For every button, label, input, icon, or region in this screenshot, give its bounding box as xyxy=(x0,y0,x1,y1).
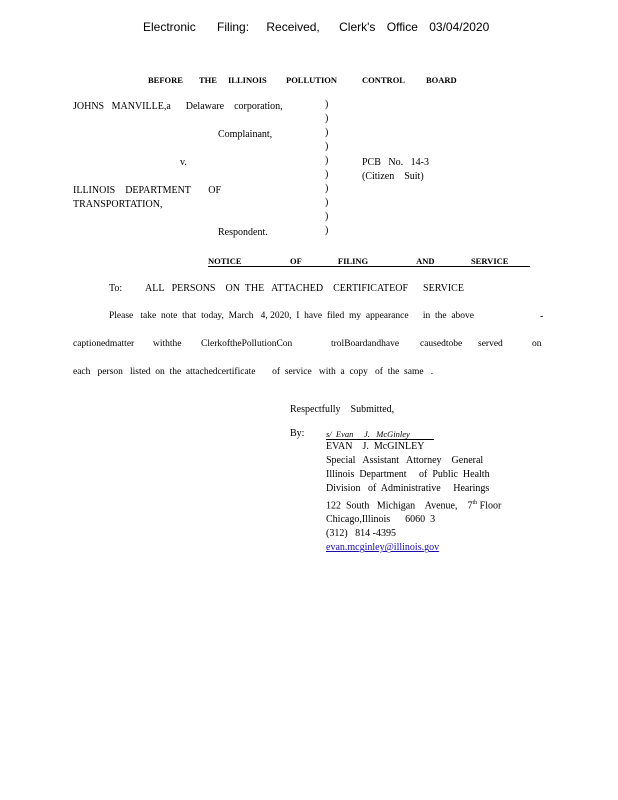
address-street: 122 South Michigan Avenue, 7 xyxy=(326,500,473,512)
versus: v. xyxy=(180,157,187,168)
body-line-2a: captionedmatter xyxy=(73,339,135,349)
complainant-name: JOHNS MANVILLE,a Delaware corporation, xyxy=(73,101,283,112)
heading-the: THE xyxy=(199,75,217,85)
signer-name: EVAN J. McGINLEY xyxy=(326,441,425,452)
banner-filing: Filing: xyxy=(217,20,250,34)
paren: ) xyxy=(325,141,329,152)
heading-board: BOARD xyxy=(426,75,457,85)
heading-illinois: ILLINOIS xyxy=(228,75,267,85)
banner-date: 03/04/2020 xyxy=(429,20,490,34)
paren: ) xyxy=(325,197,329,208)
banner-office: Office xyxy=(386,20,418,34)
signer-phone: (312) 814 -4395 xyxy=(326,528,396,540)
e-signature: s/ Evan J. McGinley xyxy=(326,429,434,440)
signature-block xyxy=(326,440,501,555)
respondent-name-line1: ILLINOIS DEPARTMENT OF xyxy=(73,185,222,196)
paren: ) xyxy=(325,211,329,222)
closing: Respectfully Submitted, xyxy=(290,404,395,415)
body-line-3: each person listed on the attachedcertificate of service with a copy of the same . xyxy=(73,367,434,377)
heading-control: CONTROL xyxy=(362,75,405,85)
paren: ) xyxy=(325,127,329,138)
respondent-name-line2: TRANSPORTATION, xyxy=(73,199,163,210)
banner-received: Received, xyxy=(266,20,320,34)
signer-email-link[interactable]: evan.mcginley@illinois.gov xyxy=(326,542,440,554)
body-line-2c: ClerkofthePollutionCon xyxy=(201,339,293,349)
address-floor: Floor xyxy=(477,500,502,512)
body-line-2e: causedtobe xyxy=(420,339,463,349)
paren: ) xyxy=(325,169,329,180)
body-line-2b: withthe xyxy=(153,339,182,349)
body-line-2f: served xyxy=(478,339,503,349)
case-number: PCB No. 14-3 xyxy=(362,157,429,168)
signer-division: Division of Administrative Hearings xyxy=(326,483,490,494)
body-line-2g: on xyxy=(532,339,542,349)
heading-pollution: POLLUTION xyxy=(286,75,338,85)
signer-title: Special Assistant Attorney General xyxy=(326,455,484,466)
banner-clerks: Clerk's xyxy=(339,20,376,34)
respondent-role: Respondent. xyxy=(218,227,268,238)
electronic-filing-banner xyxy=(143,20,489,34)
case-type: (Citizen Suit) xyxy=(362,171,424,182)
by-label: By: xyxy=(290,428,305,439)
paren: ) xyxy=(325,99,329,110)
signer-address xyxy=(326,496,501,513)
to-label: To: xyxy=(109,283,123,294)
complainant-role: Complainant, xyxy=(218,129,273,140)
body-line-2d: trolBoardandhave xyxy=(331,339,400,349)
address-suffix: th xyxy=(472,500,478,506)
paren: ) xyxy=(325,155,329,166)
body-line-1: Please take note that today, March 4, 2020, I have filed my appearance in the above xyxy=(109,311,475,321)
heading-before: BEFORE xyxy=(148,75,183,85)
signer-department: Illinois Department of Public Health xyxy=(326,469,490,480)
paren: ) xyxy=(325,113,329,124)
signer-city: Chicago,Illinois 6060 3 xyxy=(326,514,436,526)
body-line-1-dash: - xyxy=(540,311,544,322)
paren: ) xyxy=(325,183,329,194)
banner-electronic: Electronic xyxy=(143,20,196,34)
notice-title: NOTICE OF FILING AND SERVICE xyxy=(208,256,530,267)
paren: ) xyxy=(325,225,329,236)
to-recipients: ALL PERSONS ON THE ATTACHED CERTIFICATEOF SERVICE xyxy=(145,283,464,294)
caption-paren-column xyxy=(325,98,328,238)
